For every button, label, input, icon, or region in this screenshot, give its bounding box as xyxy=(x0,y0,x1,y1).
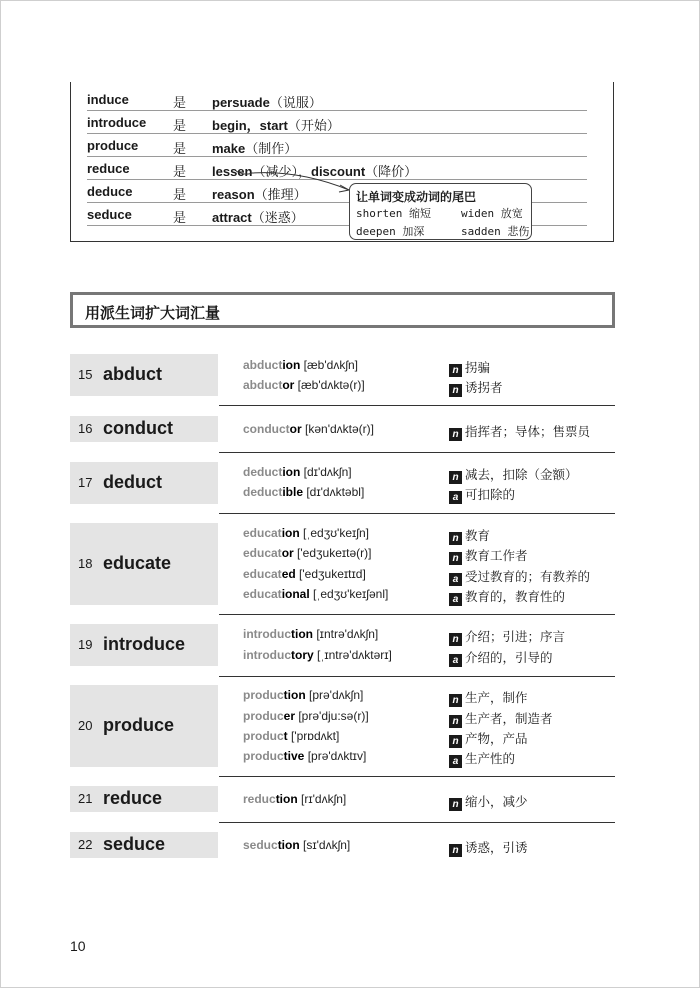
meaning xyxy=(449,526,490,545)
derived-stem: conduct xyxy=(243,422,290,436)
derived-word xyxy=(243,526,369,540)
synonym-is: 是 xyxy=(173,210,187,225)
callout-item: sadden 悲伤 xyxy=(461,225,530,238)
definition-word: make xyxy=(212,141,246,156)
root-word-block xyxy=(70,416,218,442)
derived-suffix: ion xyxy=(282,358,301,372)
part-of-speech-badge: a xyxy=(449,593,462,606)
derived-word xyxy=(243,465,352,479)
entry-number: 20 xyxy=(78,718,93,733)
callout-item: widen 放宽 xyxy=(461,207,523,220)
part-of-speech-badge: n xyxy=(449,694,462,707)
meaning-text: 受过教育的；有教养的 xyxy=(465,570,591,584)
part-of-speech-badge: n xyxy=(449,633,462,646)
root-word-block xyxy=(70,624,218,666)
phonetic: [prə'dʌkʃn] xyxy=(305,688,364,702)
page-number: 10 xyxy=(70,938,86,954)
meaning-text: 介绍；引进；序言 xyxy=(465,630,566,644)
derived-stem: produc xyxy=(243,688,284,702)
derived-word xyxy=(243,648,392,662)
phonetic: ['edʒukeɪtə(r)] xyxy=(293,546,372,560)
definition-word: attract xyxy=(212,210,252,225)
meaning xyxy=(449,567,590,586)
derived-stem: educat xyxy=(243,526,282,540)
derived-suffix: or xyxy=(289,422,302,436)
phonetic: [kən'dʌktə(r)] xyxy=(301,422,374,436)
definition-gloss: （说服） xyxy=(269,95,322,110)
part-of-speech-badge: n xyxy=(449,715,462,728)
derived-word xyxy=(243,627,378,641)
meaning-text: 指挥者；导体；售票员 xyxy=(465,425,591,439)
callout-item: deepen 加深 xyxy=(356,225,425,238)
derived-suffix: ed xyxy=(281,567,296,581)
meaning xyxy=(449,792,528,811)
entry-divider xyxy=(219,614,615,615)
definition-gloss: （减少）， xyxy=(252,164,311,179)
derived-word xyxy=(243,485,364,499)
derived-stem: deduct xyxy=(243,485,283,499)
root-word-block xyxy=(70,354,218,396)
derived-stem: introduc xyxy=(243,627,291,641)
meaning-text: 生产性的 xyxy=(465,752,516,766)
root-word: educate xyxy=(103,553,172,573)
entry-number: 15 xyxy=(78,367,93,382)
part-of-speech-badge: n xyxy=(449,428,462,441)
synonym-is: 是 xyxy=(173,141,187,156)
phonetic: [sɪ'dʌkʃn] xyxy=(299,838,351,852)
synonym-word: introduce xyxy=(87,115,147,130)
meaning-text: 可扣除的 xyxy=(465,488,516,502)
derived-stem: abduct xyxy=(243,358,283,372)
derived-word xyxy=(243,378,365,392)
part-of-speech-badge: a xyxy=(449,755,462,768)
entry-number: 19 xyxy=(78,637,93,652)
entry-divider xyxy=(219,822,615,823)
meaning-text: 缩小，减少 xyxy=(465,795,528,809)
root-word-block xyxy=(70,685,218,767)
synonym-word: produce xyxy=(87,138,139,153)
synonym-word: seduce xyxy=(87,207,132,222)
derived-suffix: tion xyxy=(275,792,298,806)
meaning xyxy=(449,546,528,565)
root-word: seduce xyxy=(103,834,166,854)
meaning-text: 诱惑，引诱 xyxy=(465,841,528,855)
derived-suffix: tion xyxy=(277,838,300,852)
derived-suffix: or xyxy=(282,378,295,392)
meaning-text: 教育 xyxy=(465,529,491,543)
root-word: abduct xyxy=(103,364,163,384)
meaning xyxy=(449,648,553,667)
synonym-is: 是 xyxy=(173,118,187,133)
synonym-is: 是 xyxy=(173,164,187,179)
synonym-is: 是 xyxy=(173,187,187,202)
derived-word xyxy=(243,709,369,723)
entry-divider xyxy=(219,676,615,677)
derived-stem: produc xyxy=(243,709,284,723)
meaning-text: 介绍的，引导的 xyxy=(465,651,553,665)
derived-stem: educat xyxy=(243,546,282,560)
phonetic: [rɪ'dʌkʃn] xyxy=(297,792,347,806)
derived-stem: deduct xyxy=(243,465,283,479)
entry-number: 18 xyxy=(78,556,93,571)
phonetic: [æb'dʌktə(r)] xyxy=(294,378,365,392)
definition-gloss: （推理） xyxy=(254,187,307,202)
entry-divider xyxy=(219,405,615,406)
derived-word xyxy=(243,358,358,372)
meaning-text: 生产，制作 xyxy=(465,691,528,705)
synonym-word: induce xyxy=(87,92,129,107)
derived-word xyxy=(243,567,366,581)
derived-suffix: tory xyxy=(291,648,314,662)
definition-word: lessen xyxy=(212,164,253,179)
derived-stem: produc xyxy=(243,749,284,763)
derived-stem: produc xyxy=(243,729,284,743)
part-of-speech-badge: n xyxy=(449,798,462,811)
derived-suffix: ion xyxy=(282,465,301,479)
entry-divider xyxy=(219,776,615,777)
entry-number: 16 xyxy=(78,421,93,436)
entry-number: 22 xyxy=(78,837,93,852)
meaning xyxy=(449,729,528,748)
callout-title: 让单词变成动词的尾巴 xyxy=(356,190,477,204)
suffix-callout xyxy=(349,183,532,240)
derived-stem: abduct xyxy=(243,378,283,392)
derived-suffix: t xyxy=(283,729,288,743)
part-of-speech-badge: n xyxy=(449,364,462,377)
derived-word xyxy=(243,422,374,436)
definition-word-2: discount xyxy=(311,164,366,179)
meaning xyxy=(449,749,515,768)
root-word-block xyxy=(70,462,218,504)
meaning xyxy=(449,465,578,484)
derived-stem: seduc xyxy=(243,838,278,852)
meaning xyxy=(449,587,565,606)
root-word-block xyxy=(70,786,218,812)
part-of-speech-badge: a xyxy=(449,573,462,586)
phonetic: ['edʒukeɪtɪd] xyxy=(295,567,366,581)
meaning-text: 教育工作者 xyxy=(465,549,528,563)
derived-stem: educat xyxy=(243,587,282,601)
meaning-text: 生产者，制造者 xyxy=(465,712,553,726)
meaning xyxy=(449,358,490,377)
root-word: conduct xyxy=(103,418,173,438)
meaning-text: 诱拐者 xyxy=(465,381,503,395)
meaning xyxy=(449,838,528,857)
root-word-block xyxy=(70,832,218,858)
synonym-word: reduce xyxy=(87,161,130,176)
entry-divider xyxy=(219,452,615,453)
section-title: 用派生词扩大词汇量 xyxy=(85,305,221,322)
meaning xyxy=(449,485,515,504)
root-word: introduce xyxy=(103,634,186,654)
meaning xyxy=(449,688,528,707)
derived-word xyxy=(243,729,339,743)
section-header xyxy=(70,292,615,328)
derived-suffix: tive xyxy=(283,749,305,763)
phonetic: ['prɒdʌkt] xyxy=(287,729,340,743)
part-of-speech-badge: n xyxy=(449,844,462,857)
root-word: deduct xyxy=(103,472,163,492)
meaning xyxy=(449,709,553,728)
meaning xyxy=(449,422,590,441)
entry-number: 21 xyxy=(78,791,93,806)
part-of-speech-badge: a xyxy=(449,654,462,667)
definition-word: persuade xyxy=(212,95,270,110)
meaning-text: 减去，扣除（金额） xyxy=(465,468,578,482)
derived-suffix: tion xyxy=(283,688,306,702)
entry-number: 17 xyxy=(78,475,93,490)
derived-word xyxy=(243,546,371,560)
definition-word: begin，start xyxy=(212,118,288,133)
meaning xyxy=(449,627,565,646)
callout-item: shorten 缩短 xyxy=(356,207,431,220)
phonetic: [prə'dju:sə(r)] xyxy=(295,709,369,723)
meaning-text: 拐骗 xyxy=(465,361,491,375)
definition-word: reason xyxy=(212,187,255,202)
phonetic: [ˌedʒʊ'keɪʃn] xyxy=(299,526,369,540)
meaning xyxy=(449,378,503,397)
synonym-is: 是 xyxy=(173,95,187,110)
root-word: produce xyxy=(103,715,175,735)
derived-suffix: ional xyxy=(281,587,310,601)
derived-suffix: or xyxy=(281,546,294,560)
derived-suffix: ion xyxy=(281,526,300,540)
definition-gloss: （迷惑） xyxy=(251,210,304,225)
derived-word xyxy=(243,749,366,763)
phonetic: [dɪ'dʌktəbl] xyxy=(303,485,365,499)
phonetic: [æb'dʌkʃn] xyxy=(300,358,358,372)
derived-stem: educat xyxy=(243,567,282,581)
phonetic: [ˌɪntrə'dʌktərɪ] xyxy=(313,648,392,662)
phonetic: [dɪ'dʌkʃn] xyxy=(300,465,352,479)
part-of-speech-badge: a xyxy=(449,491,462,504)
derived-suffix: er xyxy=(283,709,296,723)
root-word: reduce xyxy=(103,788,163,808)
derived-stem: introduc xyxy=(243,648,291,662)
entry-divider xyxy=(219,513,615,514)
part-of-speech-badge: n xyxy=(449,532,462,545)
meaning-text: 产物，产品 xyxy=(465,732,528,746)
part-of-speech-badge: n xyxy=(449,471,462,484)
derived-suffix: tion xyxy=(291,627,313,641)
derived-word xyxy=(243,838,350,852)
derived-word xyxy=(243,792,346,806)
meaning-text: 教育的，教育性的 xyxy=(465,590,566,604)
definition-gloss-2: （降价） xyxy=(365,164,418,179)
derived-word xyxy=(243,688,363,702)
definition-gloss: （制作） xyxy=(245,141,298,156)
phonetic: [ˌedʒʊ'keɪʃənl] xyxy=(309,587,389,601)
phonetic: [ɪntrə'dʌkʃn] xyxy=(313,627,379,641)
derived-stem: reduc xyxy=(243,792,276,806)
definition-gloss: （开始） xyxy=(287,118,340,133)
part-of-speech-badge: n xyxy=(449,735,462,748)
derived-word xyxy=(243,587,388,601)
root-word-block xyxy=(70,523,218,605)
part-of-speech-badge: n xyxy=(449,384,462,397)
derived-suffix: ible xyxy=(282,485,304,499)
phonetic: [prə'dʌktɪv] xyxy=(304,749,367,763)
synonym-word: deduce xyxy=(87,184,133,199)
part-of-speech-badge: n xyxy=(449,552,462,565)
